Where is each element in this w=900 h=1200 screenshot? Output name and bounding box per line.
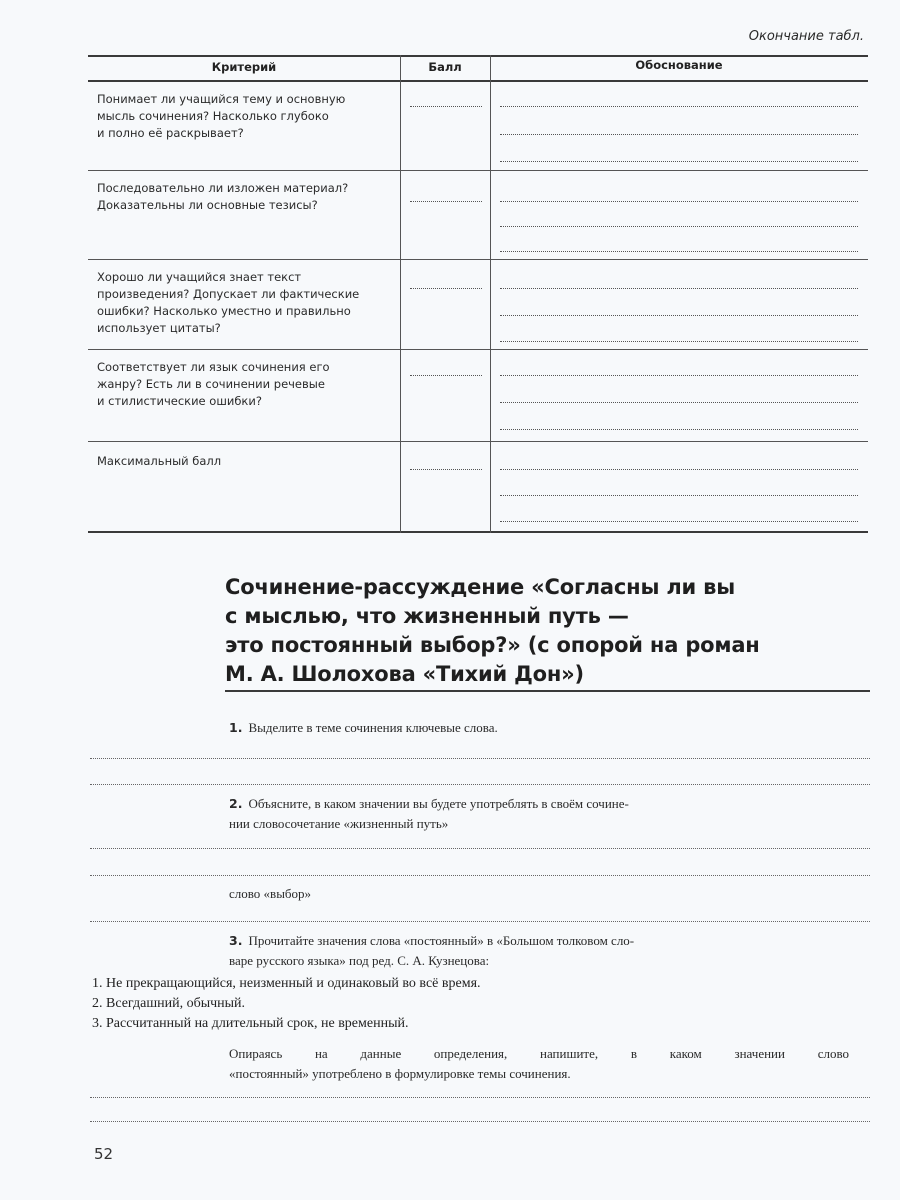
answer-line-task2[interactable] [90, 848, 870, 849]
answer-line-task1[interactable] [90, 784, 870, 785]
criterion-line: Соответствует ли язык сочинения его [97, 360, 330, 374]
justification-field[interactable] [500, 341, 858, 342]
justification-field[interactable] [500, 315, 858, 316]
final-prompt [229, 1044, 849, 1084]
score-field[interactable] [410, 201, 482, 202]
task-2-subitem [229, 884, 789, 904]
criterion-line: использует цитаты? [97, 321, 221, 335]
table-continued-label: Окончание табл. [748, 29, 864, 44]
task-number: 2. [229, 796, 243, 811]
justification-field[interactable] [500, 375, 858, 376]
answer-line-task2b[interactable] [90, 921, 870, 922]
table-row-criterion [97, 359, 397, 410]
justification-field[interactable] [500, 288, 858, 289]
criterion-line: Последовательно ли изложен материал? [97, 181, 349, 195]
task-text: слово «выбор» [229, 886, 312, 901]
justification-field[interactable] [500, 469, 858, 470]
task-number: 1. [229, 720, 243, 735]
justification-field[interactable] [500, 521, 858, 522]
row-divider [88, 349, 868, 350]
criterion-line: жанру? Есть ли в сочинении речевые [97, 377, 325, 391]
answer-line-task2[interactable] [90, 875, 870, 876]
section-title [225, 573, 845, 689]
criterion-line: Доказательны ли основные тезисы? [97, 198, 318, 212]
table-bottom-rule [88, 531, 868, 533]
column-divider [490, 55, 491, 533]
justification-field[interactable] [500, 251, 858, 252]
column-divider [400, 55, 401, 533]
justification-field[interactable] [500, 134, 858, 135]
page-number: 52 [94, 1145, 114, 1163]
row-divider [88, 170, 868, 171]
score-field[interactable] [410, 288, 482, 289]
table-top-rule [88, 55, 868, 57]
answer-line-task1[interactable] [90, 758, 870, 759]
justification-field[interactable] [500, 106, 858, 107]
criterion-line: Хорошо ли учащийся знает текст [97, 270, 302, 284]
justification-field[interactable] [500, 161, 858, 162]
prompt-line: Опираясь на данные определения, напишите, в каком значении слово [229, 1046, 849, 1061]
justification-field[interactable] [500, 201, 858, 202]
criterion-line: Максимальный балл [97, 454, 222, 468]
title-line: М. А. Шолохова «Тихий Дон») [225, 662, 584, 686]
task-number: 3. [229, 933, 243, 948]
task-text: нии словосочетание «жизненный путь» [229, 816, 449, 831]
row-divider [88, 259, 868, 260]
criterion-line: Понимает ли учащийся тему и основную [97, 92, 346, 106]
justification-field[interactable] [500, 402, 858, 403]
task-1 [229, 718, 789, 738]
table-row-criterion [97, 180, 397, 214]
column-header-score: Балл [428, 60, 462, 74]
task-2 [229, 794, 789, 834]
row-divider [88, 441, 868, 442]
score-field[interactable] [410, 469, 482, 470]
title-line: это постоянный выбор?» (с опорой на роман [225, 633, 760, 657]
column-header-criterion: Критерий [211, 60, 277, 74]
table-row-criterion [97, 269, 397, 337]
score-field[interactable] [410, 375, 482, 376]
justification-field[interactable] [500, 495, 858, 496]
definition-item: 2. Всегдашний, обычный. [92, 996, 246, 1011]
score-field[interactable] [410, 106, 482, 107]
title-underline [225, 690, 870, 692]
table-row-criterion [97, 453, 397, 470]
column-header-justification: Обоснование [635, 58, 723, 72]
assessment-table [88, 55, 868, 533]
criterion-line: и полно её раскрывает? [97, 126, 244, 140]
title-line: с мыслью, что жизненный путь — [225, 604, 629, 628]
answer-line-task3[interactable] [90, 1097, 870, 1098]
criterion-line: и стилистические ошибки? [97, 394, 262, 408]
criterion-line: ошибки? Насколько уместно и правильно [97, 304, 351, 318]
task-text: Объясните, в каком значении вы будете употреблять в своём сочине- [248, 796, 629, 811]
justification-field[interactable] [500, 226, 858, 227]
title-line: Сочинение-рассуждение «Согласны ли вы [225, 575, 736, 599]
task-text: Прочитайте значения слова «постоянный» в «Большом толковом сло- [248, 933, 635, 948]
definition-item: 1. Не прекращающийся, неизменный и одинаковый во всё время. [92, 976, 481, 991]
criterion-line: мысль сочинения? Насколько глубоко [97, 109, 329, 123]
criterion-line: произведения? Допускает ли фактические [97, 287, 360, 301]
table-header-rule [88, 80, 868, 82]
definition-item: 3. Рассчитанный на длительный срок, не временный. [92, 1016, 409, 1031]
definition-list [92, 974, 481, 1034]
table-row-criterion [97, 91, 397, 142]
justification-field[interactable] [500, 429, 858, 430]
task-text: Выделите в теме сочинения ключевые слова. [248, 720, 498, 735]
answer-line-task3[interactable] [90, 1121, 870, 1122]
task-text: варе русского языка» под ред. С. А. Кузнецова: [229, 953, 490, 968]
prompt-line: «постоянный» употреблено в формулировке темы сочинения. [229, 1066, 571, 1081]
task-3 [229, 931, 789, 971]
